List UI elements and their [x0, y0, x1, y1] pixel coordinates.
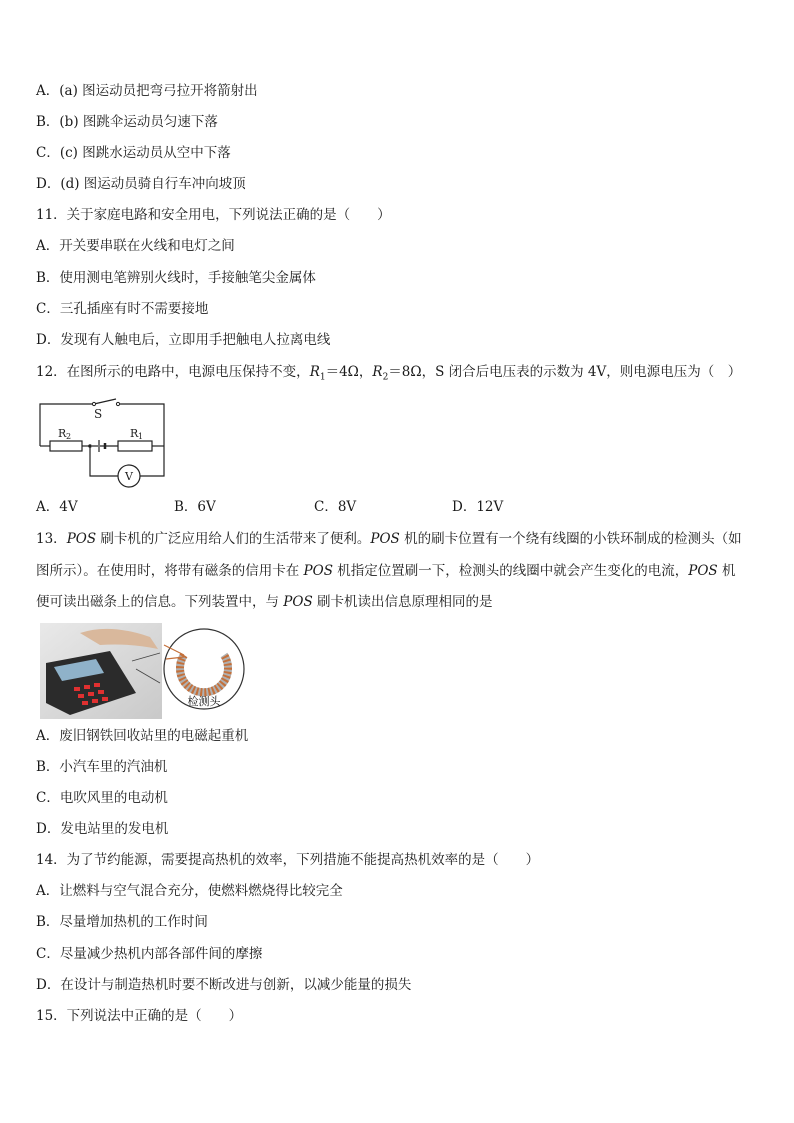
q13-l2-0: 图所示）。在使用时，将带有磁条的信用卡在 — [36, 563, 304, 579]
switch-lever — [94, 399, 116, 404]
q12-r1-symbol: R — [309, 364, 320, 380]
q12-option-c: C．8V — [314, 499, 357, 515]
q14-option-b: B．尽量增加热机的工作时间 — [36, 914, 208, 930]
q11-option-a: A．开关要串联在火线和电灯之间 — [36, 238, 235, 254]
q13-option-d: D．发电站里的发电机 — [36, 821, 169, 837]
q12-stem-part1: 12．在图所示的电路中，电源电压保持不变， — [36, 364, 310, 380]
q13-l1-pos2: POS — [370, 531, 400, 547]
q13-l3-pos: POS — [283, 594, 313, 610]
q12-option-d: D．12V — [452, 499, 504, 515]
q13-l2-pos2: POS — [688, 563, 718, 579]
q10-option-b: B．(b) 图跳伞运动员匀速下落 — [36, 114, 218, 130]
q13-stem-line2 — [36, 561, 735, 581]
q13-l1-4: 机的刷卡位置有一个绕有线圈的小铁环制成的检测头（如 — [399, 531, 742, 547]
r2-label-sub: 2 — [66, 432, 72, 441]
r2-label: R — [58, 427, 67, 440]
q12-option-b: B．6V — [174, 499, 216, 515]
q13-option-a: A．废旧钢铁回收站里的电磁起重机 — [36, 728, 249, 744]
q12-options — [36, 497, 736, 517]
q13-stem-line3 — [36, 592, 493, 612]
voltmeter-label: V — [125, 470, 133, 483]
q13-stem-line1 — [36, 529, 742, 549]
q11-option-c: C．三孔插座有时不需要接地 — [36, 301, 209, 317]
pos-terminal-figure — [40, 623, 246, 719]
q13-l2-2: 机指定位置刷一下，检测头的线圈中就会产生变化的电流， — [332, 563, 689, 579]
q13-l1-2: 刷卡机的广泛应用给人们的生活带来了便利。 — [96, 531, 371, 547]
q12-r2-symbol: R — [372, 364, 383, 380]
q13-l2-pos1: POS — [303, 563, 333, 579]
q13-l3-2: 刷卡机读出信息原理相同的是 — [312, 594, 493, 610]
switch-label: S — [94, 407, 103, 421]
r1-label: R — [130, 427, 139, 440]
q10-option-a: A．(a) 图运动员把弯弓拉开将箭射出 — [36, 83, 258, 99]
q12-option-a: A．4V — [36, 499, 78, 515]
q10-option-d: D．(d) 图运动员骑自行车冲向坡顶 — [36, 176, 246, 192]
q14-option-a: A．让燃料与空气混合充分，使燃料燃烧得比较完全 — [36, 883, 343, 899]
q12-stem — [36, 362, 741, 388]
q13-l1-pos1: POS — [66, 531, 97, 547]
q10-option-c: C．(c) 图跳水运动员从空中下落 — [36, 145, 231, 161]
q14-stem: 14．为了节约能源，需要提高热机的效率，下列措施不能提高热机效率的是（ ） — [36, 852, 540, 868]
r1-label-sub: 1 — [138, 432, 144, 441]
detector-label: 检测头 — [187, 695, 221, 708]
resistor-r1 — [118, 441, 152, 451]
q13-l1-0: 13． — [36, 531, 67, 547]
q13-option-b: B．小汽车里的汽油机 — [36, 759, 168, 775]
q13-l3-0: 便可读出磁条上的信息。下列装置中，与 — [36, 594, 284, 610]
q12-r2-value: ＝8Ω，S 闭合后电压表的示数为 4V，则电源电压为（ ） — [388, 364, 742, 380]
q15-stem: 15．下列说法中正确的是（ ） — [36, 1008, 243, 1024]
resistor-r2 — [50, 441, 82, 451]
q12-r1-subscript: 1 — [319, 372, 326, 383]
q12-r1-value: ＝4Ω， — [325, 364, 373, 380]
q14-option-d: D．在设计与制造热机时要不断改进与创新，以减少能量的损失 — [36, 977, 412, 993]
q13-option-c: C．电吹风里的电动机 — [36, 790, 168, 806]
q13-l2-4: 机 — [717, 563, 736, 579]
q14-option-c: C．尽量减少热机内部各部件间的摩擦 — [36, 946, 263, 962]
q11-option-b: B．使用测电笔辨别火线时，手接触笔尖金属体 — [36, 270, 316, 286]
q11-option-d: D．发现有人触电后，立即用手把触电人拉离电线 — [36, 332, 331, 348]
q11-stem: 11．关于家庭电路和安全用电，下列说法正确的是（ ） — [36, 207, 391, 223]
q12-r2-subscript: 2 — [382, 372, 389, 383]
q12-circuit-diagram — [36, 398, 176, 490]
